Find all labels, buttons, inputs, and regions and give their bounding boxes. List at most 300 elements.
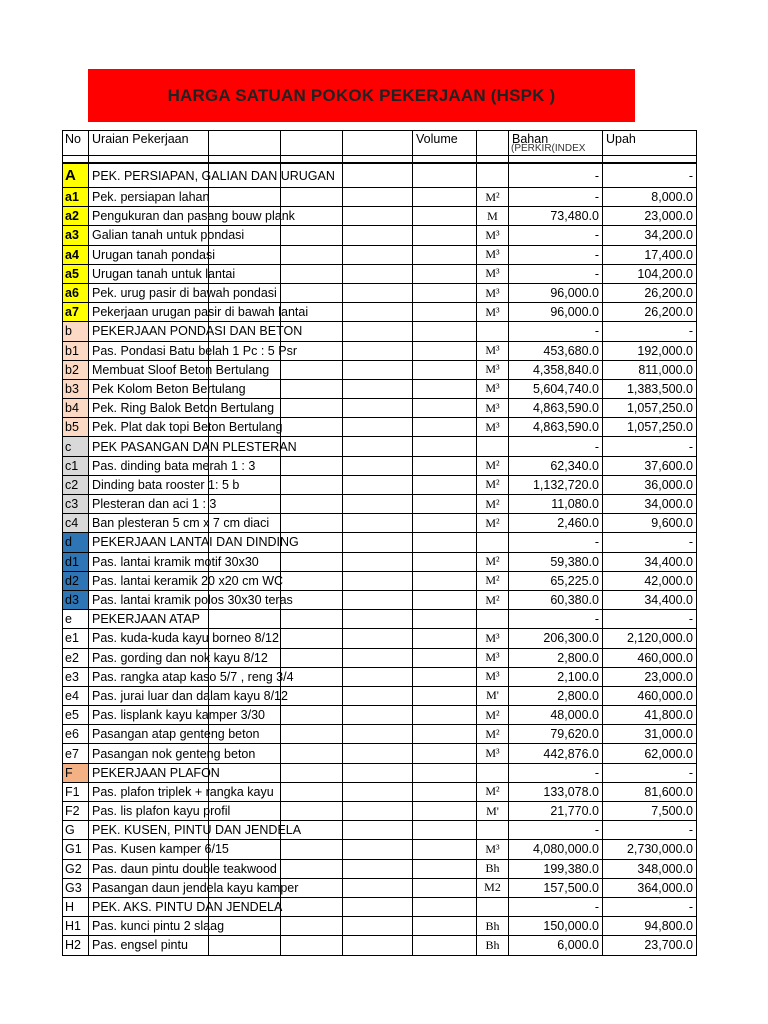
row-unit (476, 610, 508, 629)
row-no: e4 (62, 687, 88, 706)
section-row (62, 821, 693, 840)
row-upah: 8,000.0 (602, 188, 697, 207)
row-no: c4 (62, 514, 88, 533)
row-volume (412, 476, 476, 495)
section-row (62, 764, 693, 783)
row-desc: PEKERJAAN PONDASI DAN BETON (88, 322, 416, 341)
row-volume (412, 936, 476, 955)
row-desc: Pas. engsel pintu (88, 936, 416, 955)
row-no: e (62, 610, 88, 629)
row-unit: M³ (476, 380, 508, 399)
header-bahan-label: Bahan (512, 132, 549, 146)
row-unit: M³ (476, 342, 508, 361)
row-desc: PEKERJAAN ATAP (88, 610, 416, 629)
row-bahan: - (508, 764, 602, 783)
row-unit: M³ (476, 399, 508, 418)
row-unit: M³ (476, 246, 508, 265)
row-desc: Pas. lantai keramik 20 x20 cm WC (88, 572, 416, 591)
row-volume (412, 322, 476, 341)
row-unit: M² (476, 591, 508, 610)
row-no: b5 (62, 418, 88, 437)
row-volume (412, 514, 476, 533)
spacer-cell (508, 156, 602, 163)
row-desc: Pas. plafon triplek + rangka kayu (88, 783, 416, 802)
row-desc: Membuat Sloof Beton Bertulang (88, 361, 416, 380)
table-row (62, 380, 693, 399)
table-row (62, 802, 693, 821)
row-no: b4 (62, 399, 88, 418)
table-row (62, 303, 693, 322)
row-bahan: 62,340.0 (508, 457, 602, 476)
row-no: F (62, 764, 88, 783)
row-unit: M' (476, 687, 508, 706)
row-volume (412, 418, 476, 437)
row-unit: M³ (476, 649, 508, 668)
row-desc: Pek. urug pasir di bawah pondasi (88, 284, 416, 303)
row-upah: 36,000.0 (602, 476, 697, 495)
row-bahan: 21,770.0 (508, 802, 602, 821)
row-upah: 81,600.0 (602, 783, 697, 802)
row-unit: M² (476, 725, 508, 744)
row-upah: 104,200.0 (602, 265, 697, 284)
row-bahan: - (508, 246, 602, 265)
row-no: G1 (62, 840, 88, 859)
row-desc: Pasangan atap genteng beton (88, 725, 416, 744)
row-upah: - (602, 533, 697, 552)
row-upah: 23,000.0 (602, 668, 697, 687)
row-upah: - (602, 610, 697, 629)
row-no: c3 (62, 495, 88, 514)
row-bahan: - (508, 163, 602, 188)
row-no: G (62, 821, 88, 840)
table-row (62, 418, 693, 437)
row-unit (476, 821, 508, 840)
row-volume (412, 284, 476, 303)
row-volume (412, 860, 476, 879)
table-row (62, 514, 693, 533)
row-volume (412, 361, 476, 380)
row-volume (412, 533, 476, 552)
header-volume: Volume (412, 130, 476, 156)
row-unit: M² (476, 188, 508, 207)
row-no: a5 (62, 265, 88, 284)
section-row (62, 898, 693, 917)
row-bahan: 2,800.0 (508, 687, 602, 706)
row-volume (412, 380, 476, 399)
row-volume (412, 457, 476, 476)
header-no: No (62, 130, 88, 156)
row-volume (412, 399, 476, 418)
table-row (62, 917, 693, 936)
row-bahan: - (508, 610, 602, 629)
row-desc: Pek. persiapan lahan (88, 188, 416, 207)
row-desc: Pas. lisplank kayu kamper 3/30 (88, 706, 416, 725)
row-desc: Pek. Plat dak topi Beton Bertulang (88, 418, 416, 437)
row-desc: Pasangan daun jendela kayu kamper (88, 879, 416, 898)
spacer-cell (88, 156, 416, 163)
table-row (62, 936, 693, 955)
row-no: c (62, 437, 88, 456)
row-bahan: 150,000.0 (508, 917, 602, 936)
row-desc: Pas. rangka atap kaso 5/7 , reng 3/4 (88, 668, 416, 687)
table-row (62, 342, 693, 361)
table-row (62, 879, 693, 898)
row-upah: 26,200.0 (602, 303, 697, 322)
row-desc: Dinding bata rooster 1: 5 b (88, 476, 416, 495)
row-no: c2 (62, 476, 88, 495)
row-unit: M² (476, 553, 508, 572)
row-desc: Pengukuran dan pasang bouw plank (88, 207, 416, 226)
spacer-cell (412, 156, 476, 163)
row-volume (412, 610, 476, 629)
row-upah: 2,120,000.0 (602, 629, 697, 648)
row-upah: - (602, 764, 697, 783)
row-volume (412, 629, 476, 648)
row-no: d (62, 533, 88, 552)
spacer-cell (476, 156, 508, 163)
row-unit: M² (476, 457, 508, 476)
row-no: b (62, 322, 88, 341)
row-desc: Pas. Kusen kamper 6/15 (88, 840, 416, 859)
row-unit: M² (476, 476, 508, 495)
row-bahan: 199,380.0 (508, 860, 602, 879)
row-no: e6 (62, 725, 88, 744)
table-body (62, 163, 693, 956)
row-volume (412, 163, 476, 188)
row-desc: Urugan tanah pondasi (88, 246, 416, 265)
row-desc: Pas. Pondasi Batu belah 1 Pc : 5 Psr (88, 342, 416, 361)
table-row (62, 495, 693, 514)
row-volume (412, 687, 476, 706)
row-unit: M2 (476, 879, 508, 898)
table-row (62, 246, 693, 265)
row-bahan: 6,000.0 (508, 936, 602, 955)
page-title: HARGA SATUAN POKOK PEKERJAAN (HSPK ) (167, 85, 556, 105)
row-no: e5 (62, 706, 88, 725)
header-bahan-sub: (PERKIR(INDEX (511, 143, 586, 154)
row-desc: PEK. PERSIAPAN, GALIAN DAN URUGAN (88, 163, 416, 188)
row-unit (476, 322, 508, 341)
table-row (62, 840, 693, 859)
row-bahan: 65,225.0 (508, 572, 602, 591)
row-volume (412, 495, 476, 514)
row-upah: 1,057,250.0 (602, 418, 697, 437)
row-desc: Pas. lantai kramik motif 30x30 (88, 553, 416, 572)
table-row (62, 399, 693, 418)
row-no: b1 (62, 342, 88, 361)
row-volume (412, 802, 476, 821)
table-row (62, 553, 693, 572)
row-desc: Pas. lis plafon kayu profil (88, 802, 416, 821)
row-volume (412, 303, 476, 322)
row-volume (412, 342, 476, 361)
row-unit: M² (476, 706, 508, 725)
header-bahan (508, 130, 602, 156)
row-no: A (62, 163, 88, 188)
row-no: F2 (62, 802, 88, 821)
table-row (62, 860, 693, 879)
row-unit (476, 163, 508, 188)
row-volume (412, 744, 476, 763)
row-no: a7 (62, 303, 88, 322)
table-row (62, 476, 693, 495)
row-desc: PEKERJAAN PLAFON (88, 764, 416, 783)
row-volume (412, 265, 476, 284)
row-volume (412, 879, 476, 898)
row-volume (412, 898, 476, 917)
row-bahan: - (508, 188, 602, 207)
row-upah: 364,000.0 (602, 879, 697, 898)
row-no: d2 (62, 572, 88, 591)
row-unit: Bh (476, 917, 508, 936)
row-upah: 811,000.0 (602, 361, 697, 380)
row-volume (412, 821, 476, 840)
row-bahan: 2,460.0 (508, 514, 602, 533)
row-bahan: 2,800.0 (508, 649, 602, 668)
row-bahan: 4,358,840.0 (508, 361, 602, 380)
row-volume (412, 553, 476, 572)
row-bahan: 5,604,740.0 (508, 380, 602, 399)
row-unit: M³ (476, 668, 508, 687)
row-unit (476, 437, 508, 456)
row-no: G3 (62, 879, 88, 898)
row-no: a3 (62, 226, 88, 245)
row-desc: Pasangan nok genteng beton (88, 744, 416, 763)
row-volume (412, 207, 476, 226)
row-volume (412, 246, 476, 265)
table-row (62, 284, 693, 303)
row-desc: Pas. daun pintu double teakwood (88, 860, 416, 879)
row-volume (412, 725, 476, 744)
spacer-cell (602, 156, 697, 163)
table-row (62, 361, 693, 380)
row-upah: 23,700.0 (602, 936, 697, 955)
row-upah: - (602, 322, 697, 341)
table-row (62, 649, 693, 668)
table-row (62, 265, 693, 284)
row-desc: Pekerjaan urugan pasir di bawah lantai (88, 303, 416, 322)
row-unit: M³ (476, 744, 508, 763)
row-unit: M³ (476, 361, 508, 380)
row-desc: PEK PASANGAN DAN PLESTERAN (88, 437, 416, 456)
header-spacer (62, 156, 635, 163)
row-no: e3 (62, 668, 88, 687)
row-bahan: 4,863,590.0 (508, 418, 602, 437)
row-upah: 23,000.0 (602, 207, 697, 226)
row-upah: - (602, 437, 697, 456)
header-upah: Upah (602, 130, 697, 156)
row-desc: PEK. KUSEN, PINTU DAN JENDELA (88, 821, 416, 840)
row-unit: M³ (476, 284, 508, 303)
row-volume (412, 764, 476, 783)
row-volume (412, 437, 476, 456)
row-bahan: 73,480.0 (508, 207, 602, 226)
row-unit: M³ (476, 418, 508, 437)
row-no: c1 (62, 457, 88, 476)
row-unit: M' (476, 802, 508, 821)
row-volume (412, 783, 476, 802)
row-bahan: - (508, 226, 602, 245)
row-bahan: 453,680.0 (508, 342, 602, 361)
row-upah: 1,057,250.0 (602, 399, 697, 418)
row-upah: 41,800.0 (602, 706, 697, 725)
row-bahan: 4,863,590.0 (508, 399, 602, 418)
row-unit: M³ (476, 303, 508, 322)
row-upah: - (602, 821, 697, 840)
row-bahan: 206,300.0 (508, 629, 602, 648)
row-bahan: 442,876.0 (508, 744, 602, 763)
row-unit: Bh (476, 936, 508, 955)
row-unit: M² (476, 783, 508, 802)
table-row (62, 188, 693, 207)
table-row (62, 591, 693, 610)
row-bahan: - (508, 898, 602, 917)
row-upah: 9,600.0 (602, 514, 697, 533)
row-upah: 460,000.0 (602, 687, 697, 706)
row-bahan: 60,380.0 (508, 591, 602, 610)
row-desc: PEKERJAAN LANTAI DAN DINDING (88, 533, 416, 552)
row-volume (412, 649, 476, 668)
row-desc: Pas. gording dan nok kayu 8/12 (88, 649, 416, 668)
row-upah: 192,000.0 (602, 342, 697, 361)
row-bahan: 2,100.0 (508, 668, 602, 687)
title-banner (88, 69, 635, 122)
table-row (62, 725, 693, 744)
spacer-cell (62, 156, 88, 163)
row-no: G2 (62, 860, 88, 879)
row-bahan: - (508, 322, 602, 341)
section-row (62, 610, 693, 629)
table-row (62, 706, 693, 725)
row-bahan: 79,620.0 (508, 725, 602, 744)
row-upah: - (602, 898, 697, 917)
row-upah: 17,400.0 (602, 246, 697, 265)
row-unit: M (476, 207, 508, 226)
row-no: F1 (62, 783, 88, 802)
row-desc: Pas. kuda-kuda kayu borneo 8/12 (88, 629, 416, 648)
row-unit: M² (476, 514, 508, 533)
row-desc: Pas. jurai luar dan dalam kayu 8/12 (88, 687, 416, 706)
row-upah: 348,000.0 (602, 860, 697, 879)
row-bahan: 11,080.0 (508, 495, 602, 514)
table-row (62, 457, 693, 476)
row-no: e2 (62, 649, 88, 668)
row-unit: Bh (476, 860, 508, 879)
table-row (62, 783, 693, 802)
row-volume (412, 668, 476, 687)
row-volume (412, 226, 476, 245)
row-bahan: 48,000.0 (508, 706, 602, 725)
row-no: H (62, 898, 88, 917)
row-upah: 42,000.0 (602, 572, 697, 591)
row-bahan: - (508, 821, 602, 840)
row-desc: Pek Kolom Beton Bertulang (88, 380, 416, 399)
row-no: b2 (62, 361, 88, 380)
table-header (62, 130, 635, 156)
row-upah: 37,600.0 (602, 457, 697, 476)
row-volume (412, 840, 476, 859)
row-unit (476, 764, 508, 783)
row-desc: Pas. kunci pintu 2 slaag (88, 917, 416, 936)
header-desc: Uraian Pekerjaan (88, 130, 416, 156)
row-unit: M³ (476, 629, 508, 648)
table-row (62, 572, 693, 591)
row-unit: M² (476, 495, 508, 514)
row-no: d1 (62, 553, 88, 572)
row-volume (412, 706, 476, 725)
row-unit: M³ (476, 840, 508, 859)
row-volume (412, 188, 476, 207)
row-no: a1 (62, 188, 88, 207)
row-bahan: 4,080,000.0 (508, 840, 602, 859)
row-bahan: 1,132,720.0 (508, 476, 602, 495)
row-volume (412, 591, 476, 610)
row-unit: M³ (476, 226, 508, 245)
row-no: e1 (62, 629, 88, 648)
row-no: d3 (62, 591, 88, 610)
row-upah: 94,800.0 (602, 917, 697, 936)
row-upah: 34,400.0 (602, 553, 697, 572)
row-unit: M³ (476, 265, 508, 284)
row-upah: 31,000.0 (602, 725, 697, 744)
row-bahan: 96,000.0 (508, 303, 602, 322)
row-no: a6 (62, 284, 88, 303)
row-desc: PEK. AKS. PINTU DAN JENDELA (88, 898, 416, 917)
row-no: a4 (62, 246, 88, 265)
section-row (62, 437, 693, 456)
row-unit (476, 533, 508, 552)
header-unit (476, 130, 508, 156)
row-no: e7 (62, 744, 88, 763)
row-upah: 1,383,500.0 (602, 380, 697, 399)
row-upah: 34,200.0 (602, 226, 697, 245)
row-volume (412, 572, 476, 591)
table-row (62, 629, 693, 648)
table-row (62, 207, 693, 226)
row-no: b3 (62, 380, 88, 399)
row-no: H1 (62, 917, 88, 936)
row-no: H2 (62, 936, 88, 955)
row-desc: Pas. dinding bata merah 1 : 3 (88, 457, 416, 476)
row-unit (476, 898, 508, 917)
table-row (62, 744, 693, 763)
row-upah: - (602, 163, 697, 188)
row-volume (412, 917, 476, 936)
row-desc: Plesteran dan aci 1 : 3 (88, 495, 416, 514)
section-row (62, 322, 693, 341)
row-bahan: 157,500.0 (508, 879, 602, 898)
row-bahan: - (508, 437, 602, 456)
hspk-table (62, 130, 693, 956)
table-row (62, 668, 693, 687)
row-bahan: 96,000.0 (508, 284, 602, 303)
row-bahan: - (508, 265, 602, 284)
row-bahan: - (508, 533, 602, 552)
row-upah: 7,500.0 (602, 802, 697, 821)
table-row (62, 226, 693, 245)
row-desc: Ban plesteran 5 cm x 7 cm diaci (88, 514, 416, 533)
row-upah: 460,000.0 (602, 649, 697, 668)
row-unit: M² (476, 572, 508, 591)
row-bahan: 133,078.0 (508, 783, 602, 802)
row-bahan: 59,380.0 (508, 553, 602, 572)
row-desc: Pek. Ring Balok Beton Bertulang (88, 399, 416, 418)
row-upah: 34,400.0 (602, 591, 697, 610)
section-row (62, 163, 693, 188)
row-upah: 34,000.0 (602, 495, 697, 514)
row-desc: Pas. lantai kramik polos 30x30 teras (88, 591, 416, 610)
row-upah: 26,200.0 (602, 284, 697, 303)
